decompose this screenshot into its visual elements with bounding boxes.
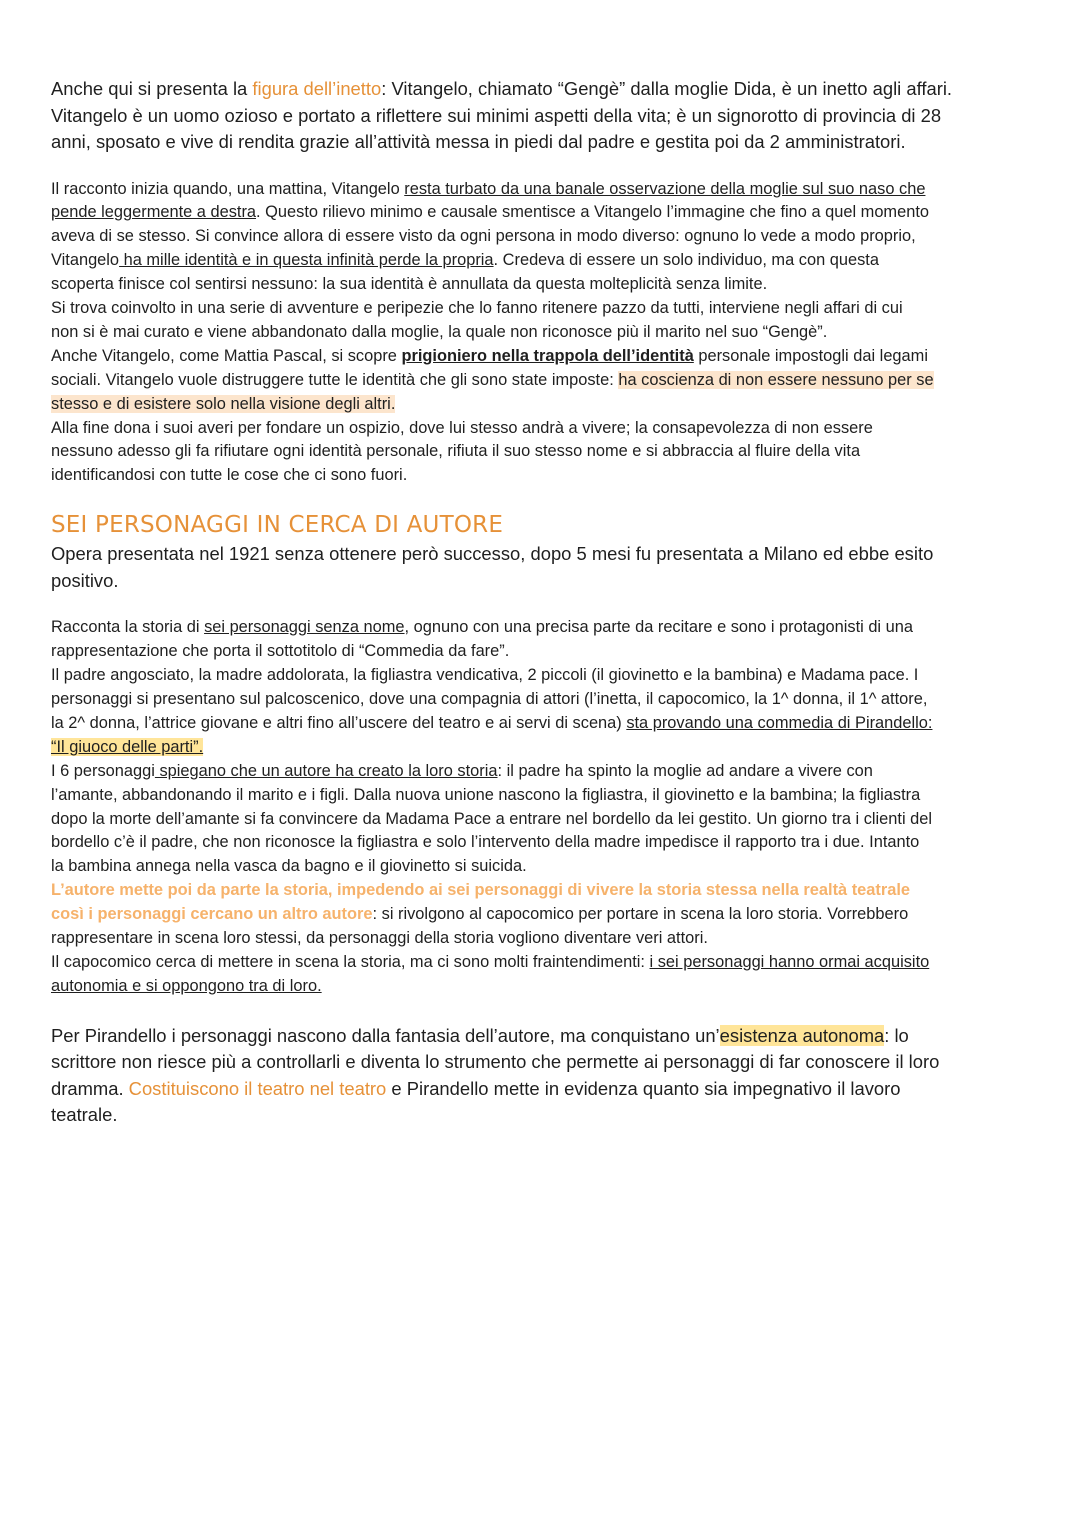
text-line: teatrale. [51,1104,118,1126]
text-span: , ognuno con una precisa parte da recitare e sono i protagonisti di una [404,618,913,637]
text-line [51,760,1041,784]
text-span: la 2^ donna, l’attrice giovane e altri fino all’uscere del teatro e ai servi di scena) [51,713,627,732]
text-line: la bambina annega nella vasca da bagno e il giovinetto si suicida. [51,857,527,876]
text-line: scrittore non riesce più a controllarli e diventa lo strumento che permette ai personaggi di far conoscere il loro [51,1051,940,1073]
underlined-text: resta turbato da una banale osservazione della moglie sul suo naso che [404,179,926,198]
highlight-figura-inetto: figura dell’inetto [252,78,382,99]
highlighted-text: ha coscienza di non essere nessuno per se [618,370,934,389]
underlined-text: sta provando una commedia di Pirandello: [626,713,933,732]
text-line: dopo la morte dell’amante si fa convincere da Madama Pace a entrare nel bordello da lei gestito. Un giorno tra i clienti del [51,809,933,828]
document-page [51,76,1041,1129]
text-span: Racconta la storia di [51,618,205,637]
premiere-paragraph [51,541,1041,594]
text-line: Il padre angosciato, la madre addolorata, la figliastra vendicativa, 2 piccoli (il giovinetto e la bambina) e Madama pace. I [51,666,919,685]
text-line [51,249,1041,273]
text-line: rappresentare in scena loro stessi, da personaggi della storia vogliono diventare veri attori. [51,929,708,948]
text-span: : lo [884,1024,909,1046]
text-line: bordello c’è il padre, che non riconosce la figliastra e solo l’intervento della madre impedisce il rapporto tra i due. Intanto [51,833,920,852]
underlined-text: ha mille identità e in questa infinità perde la propria [119,251,494,270]
text-span: . Credeva di essere un solo individuo, ma con questa [493,251,879,270]
text-line: identificandosi con tutte le cose che ci sono fuori. [51,466,408,485]
orange-text: Costituiscono il teatro nel teatro [128,1077,387,1099]
text-line [51,1023,1041,1050]
highlighted-text: esistenza autonoma [719,1024,885,1046]
text-span: Il racconto inizia quando, una mattina, Vitangelo [51,179,405,198]
text-line [51,903,1041,927]
text-span: I 6 personaggi [51,761,155,780]
text-line [51,712,1041,736]
text-span: : Vitangelo, chiamato “Gengè” dalla moglie Dida, è un inetto agli affari. [381,78,953,99]
bold-underlined-text: prigioniero nella trappola dell’identità [401,346,694,365]
highlighted-text: stesso e di esistere solo nella visione degli altri. [51,394,396,413]
text-line [51,879,1041,903]
text-line: Si trova coinvolto in una serie di avventure e peripezie che lo fanno ritenere pazzo da tutti, interviene negli affari di cui [51,299,903,318]
text-line [51,178,1041,202]
text-line: Alla fine dona i suoi averi per fondare un ospizio, dove lui stesso andrà a vivere; la consapevolezza di non essere [51,418,873,437]
orange-bold-text: così i personaggi cercano un altro autore [51,905,373,924]
underlined-text: i sei personaggi hanno ormai acquisito [649,952,930,971]
text-line [51,201,1041,225]
text-line: l’amante, abbandonando il marito e i figli. Dalla nuova unione nascono la figliastra, il giovinetto e la bambina; la figliastra [51,785,921,804]
text-span: : il padre ha spinto la moglie ad andare a vivere con [497,761,873,780]
text-line [51,736,1041,760]
underlined-text: sei personaggi senza nome [204,618,405,637]
text-line: nessuno adesso gli fa rifiutare ogni identità personale, rifiuta il suo stesso nome e si abbraccia al fluire della vita [51,442,861,461]
text-line: non si è mai curato e viene abbandonato dalla moglie, la quale non riconosce più il marito nel suo “Gengè”. [51,322,828,341]
text-line: positivo. [51,569,119,591]
text-line [51,975,1041,999]
text-span: e Pirandello mette in evidenza quanto sia impegnativo il lavoro [386,1077,901,1099]
text-span: Per Pirandello i personaggi nascono dalla fantasia dell’autore, ma conquistano un’ [51,1024,720,1046]
section-heading: SEI PERSONAGGI IN CERCA DI AUTORE [51,512,504,539]
text-span: Vitangelo [51,251,120,270]
text-span: sociali. Vitangelo vuole distruggere tutte le identità che gli sono state imposte: [51,370,619,389]
text-span: Anche qui si presenta la [51,78,253,99]
text-line: aveva di se stesso. Si convince allora di essere visto da ogni persona in modo diverso: ognuno lo vede a modo proprio, [51,227,916,246]
text-line: Opera presentata nel 1921 senza ottenere però successo, dopo 5 mesi fu presentata a Milano ed ebbe esito [51,543,934,565]
text-span: personale impostogli dai legami [693,346,928,365]
text-line [51,369,1041,393]
text-span: . Questo rilievo minimo e causale smentisce a Vitangelo l’immagine che fino a quel momento [256,203,929,222]
story-paragraph [51,616,1041,999]
text-span: : si rivolgono al capocomico per portare in scena la loro storia. Vorrebbero [372,905,909,924]
text-line [51,1076,1041,1103]
text-line: rappresentazione che porta il sottotitolo di “Commedia da fare”. [51,642,510,661]
underlined-text: autonomia e si oppongono tra di loro. [51,976,322,995]
text-line [51,951,1041,975]
text-line [51,393,1041,417]
text-line: scoperta finisce col sentirsi nessuno: la sua identità è annullata da questa molteplicità senza limite. [51,275,768,294]
text-line [51,345,1041,369]
text-line: anni, sposato e vive di rendita grazie all’attività messa in piedi dal padre e gestita poi da 2 amministratori. [51,131,906,152]
orange-bold-text: L’autore mette poi da parte la storia, impedendo ai sei personaggi di vivere la storia stessa nella realtà teatrale [51,881,911,900]
plot-paragraph [51,178,1041,489]
text-line: personaggi si presentano sul palcoscenico, dove una compagnia di attori (l’inetta, il capocomico, la 1^ donna, il 1^ attore, [51,690,928,708]
intro-paragraph [51,76,1041,156]
text-line [51,76,1041,103]
highlighted-underlined-text: “Il giuoco delle parti”. [51,737,204,756]
text-span: Il capocomico cerca di mettere in scena la storia, ma ci sono molti fraintendimenti: [51,952,650,971]
text-span: dramma. [51,1077,129,1099]
underlined-text: spiegano che un autore ha creato la loro storia [154,761,498,780]
text-line [51,616,1041,640]
conclusion-paragraph [51,1023,1041,1129]
text-span: Anche Vitangelo, come Mattia Pascal, si scopre [51,346,402,365]
underlined-text: pende leggermente a destra [51,203,257,222]
text-line: Vitangelo è un uomo ozioso e portato a riflettere sui minimi aspetti della vita; è un signorotto di provincia di 28 [51,104,942,126]
